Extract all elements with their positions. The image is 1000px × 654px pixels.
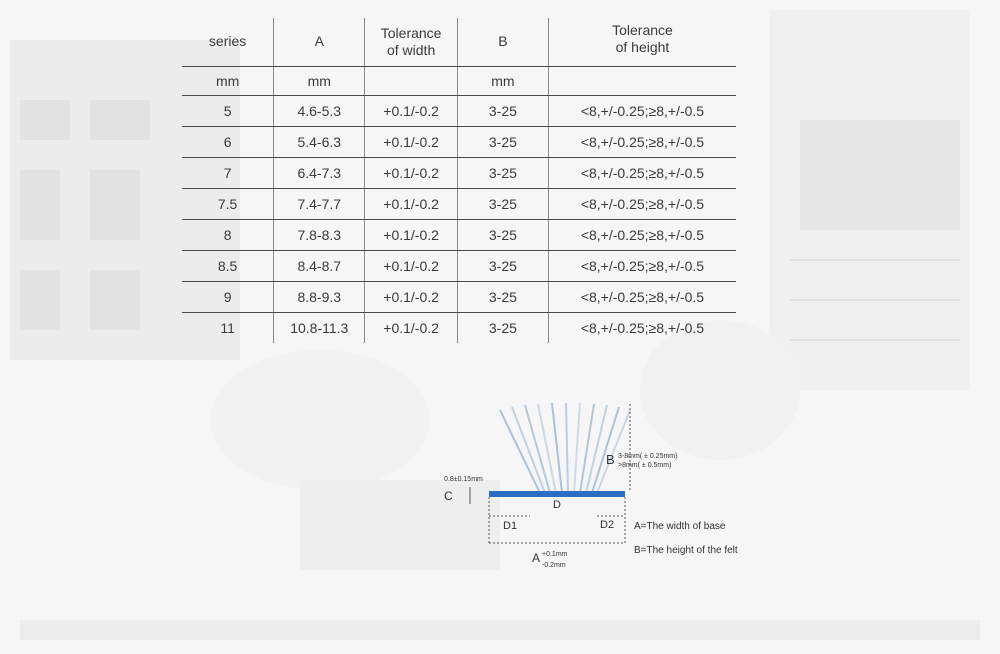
cell-a: 6.4-7.3: [274, 157, 365, 188]
d1-label: D1: [503, 520, 518, 532]
cell-a: 7.8-8.3: [274, 219, 365, 250]
header-tolerance-height-line2: of height: [615, 39, 670, 55]
cell-tolerance-height: <8,+/-0.25;≥8,+/-0.5: [548, 250, 736, 281]
unit-cell: mm: [457, 66, 548, 95]
legend-a: A=The width of base: [634, 521, 726, 532]
cell-series: 8.5: [182, 250, 274, 281]
header-tolerance-height-line1: Tolerance: [612, 22, 673, 38]
cell-a: 7.4-7.7: [274, 188, 365, 219]
cell-b: 3-25: [457, 188, 548, 219]
cell-tolerance-width: +0.1/-0.2: [365, 281, 458, 312]
header-tolerance-width-line1: Tolerance: [380, 24, 442, 41]
cell-series: 5: [182, 95, 274, 126]
unit-cell: mm: [274, 66, 365, 95]
cell-tolerance-height: <8,+/-0.25;≥8,+/-0.5: [548, 157, 736, 188]
cell-b: 3-25: [457, 312, 548, 343]
cell-tolerance-width: +0.1/-0.2: [365, 250, 458, 281]
b-label: B: [606, 452, 615, 467]
d-label: D: [553, 499, 561, 511]
header-series: series: [182, 18, 274, 66]
cell-b: 3-25: [457, 95, 548, 126]
legend-b: B=The height of the felt: [634, 545, 738, 556]
cell-series: 8: [182, 219, 274, 250]
header-b: B: [457, 18, 548, 66]
cell-series: 7: [182, 157, 274, 188]
felt-bristles: [500, 403, 630, 493]
cell-b: 3-25: [457, 281, 548, 312]
base-strip: [489, 491, 625, 497]
cell-a: 4.6-5.3: [274, 95, 365, 126]
cell-tolerance-width: +0.1/-0.2: [365, 219, 458, 250]
b-dim-line1: 3-8mm( ± 0.25mm): [618, 453, 678, 460]
cell-tolerance-height: <8,+/-0.25;≥8,+/-0.5: [548, 219, 736, 250]
cell-tolerance-height: <8,+/-0.25;≥8,+/-0.5: [548, 281, 736, 312]
cell-tolerance-width: +0.1/-0.2: [365, 188, 458, 219]
cell-a: 8.4-8.7: [274, 250, 365, 281]
c-label: C: [444, 489, 453, 503]
cell-b: 3-25: [457, 126, 548, 157]
cell-tolerance-width: +0.1/-0.2: [365, 126, 458, 157]
d2-label: D2: [600, 519, 615, 531]
header-a: A: [274, 18, 365, 66]
cell-tolerance-height: <8,+/-0.25;≥8,+/-0.5: [548, 188, 736, 219]
cell-tolerance-width: +0.1/-0.2: [365, 157, 458, 188]
cell-series: 11: [220, 319, 235, 336]
cell-series: 9: [182, 281, 274, 312]
cell-tolerance-height: <8,+/-0.25;≥8,+/-0.5: [548, 95, 736, 126]
a-tolerance-minus: -0.2mm: [542, 562, 566, 569]
cell-a: 8.8-9.3: [274, 281, 365, 312]
cell-series: 6: [182, 126, 274, 157]
unit-cell: mm: [182, 66, 274, 95]
cell-tolerance-height: <8,+/-0.25;≥8,+/-0.5: [548, 312, 736, 343]
a-tolerance-plus: +0.1mm: [542, 551, 568, 558]
cell-b: 3-25: [457, 250, 548, 281]
cell-tolerance-height: <8,+/-0.25;≥8,+/-0.5: [548, 126, 736, 157]
cell-tolerance-width: +0.1/-0.2: [365, 312, 458, 343]
a-label: A: [532, 551, 541, 565]
cell-series: 7.5: [182, 188, 274, 219]
cell-b: 3-25: [457, 157, 548, 188]
cell-a: 5.4-6.3: [274, 126, 365, 157]
header-tolerance-width-line2: of width: [386, 41, 436, 58]
cell-b: 3-25: [457, 219, 548, 250]
b-dim-line2: >8mm( ± 0.5mm): [618, 462, 672, 469]
c-dimension-label: 0.8±0.15mm: [444, 476, 483, 483]
cell-a: 10.8-11.3: [274, 312, 365, 343]
cell-tolerance-width: +0.1/-0.2: [365, 95, 458, 126]
